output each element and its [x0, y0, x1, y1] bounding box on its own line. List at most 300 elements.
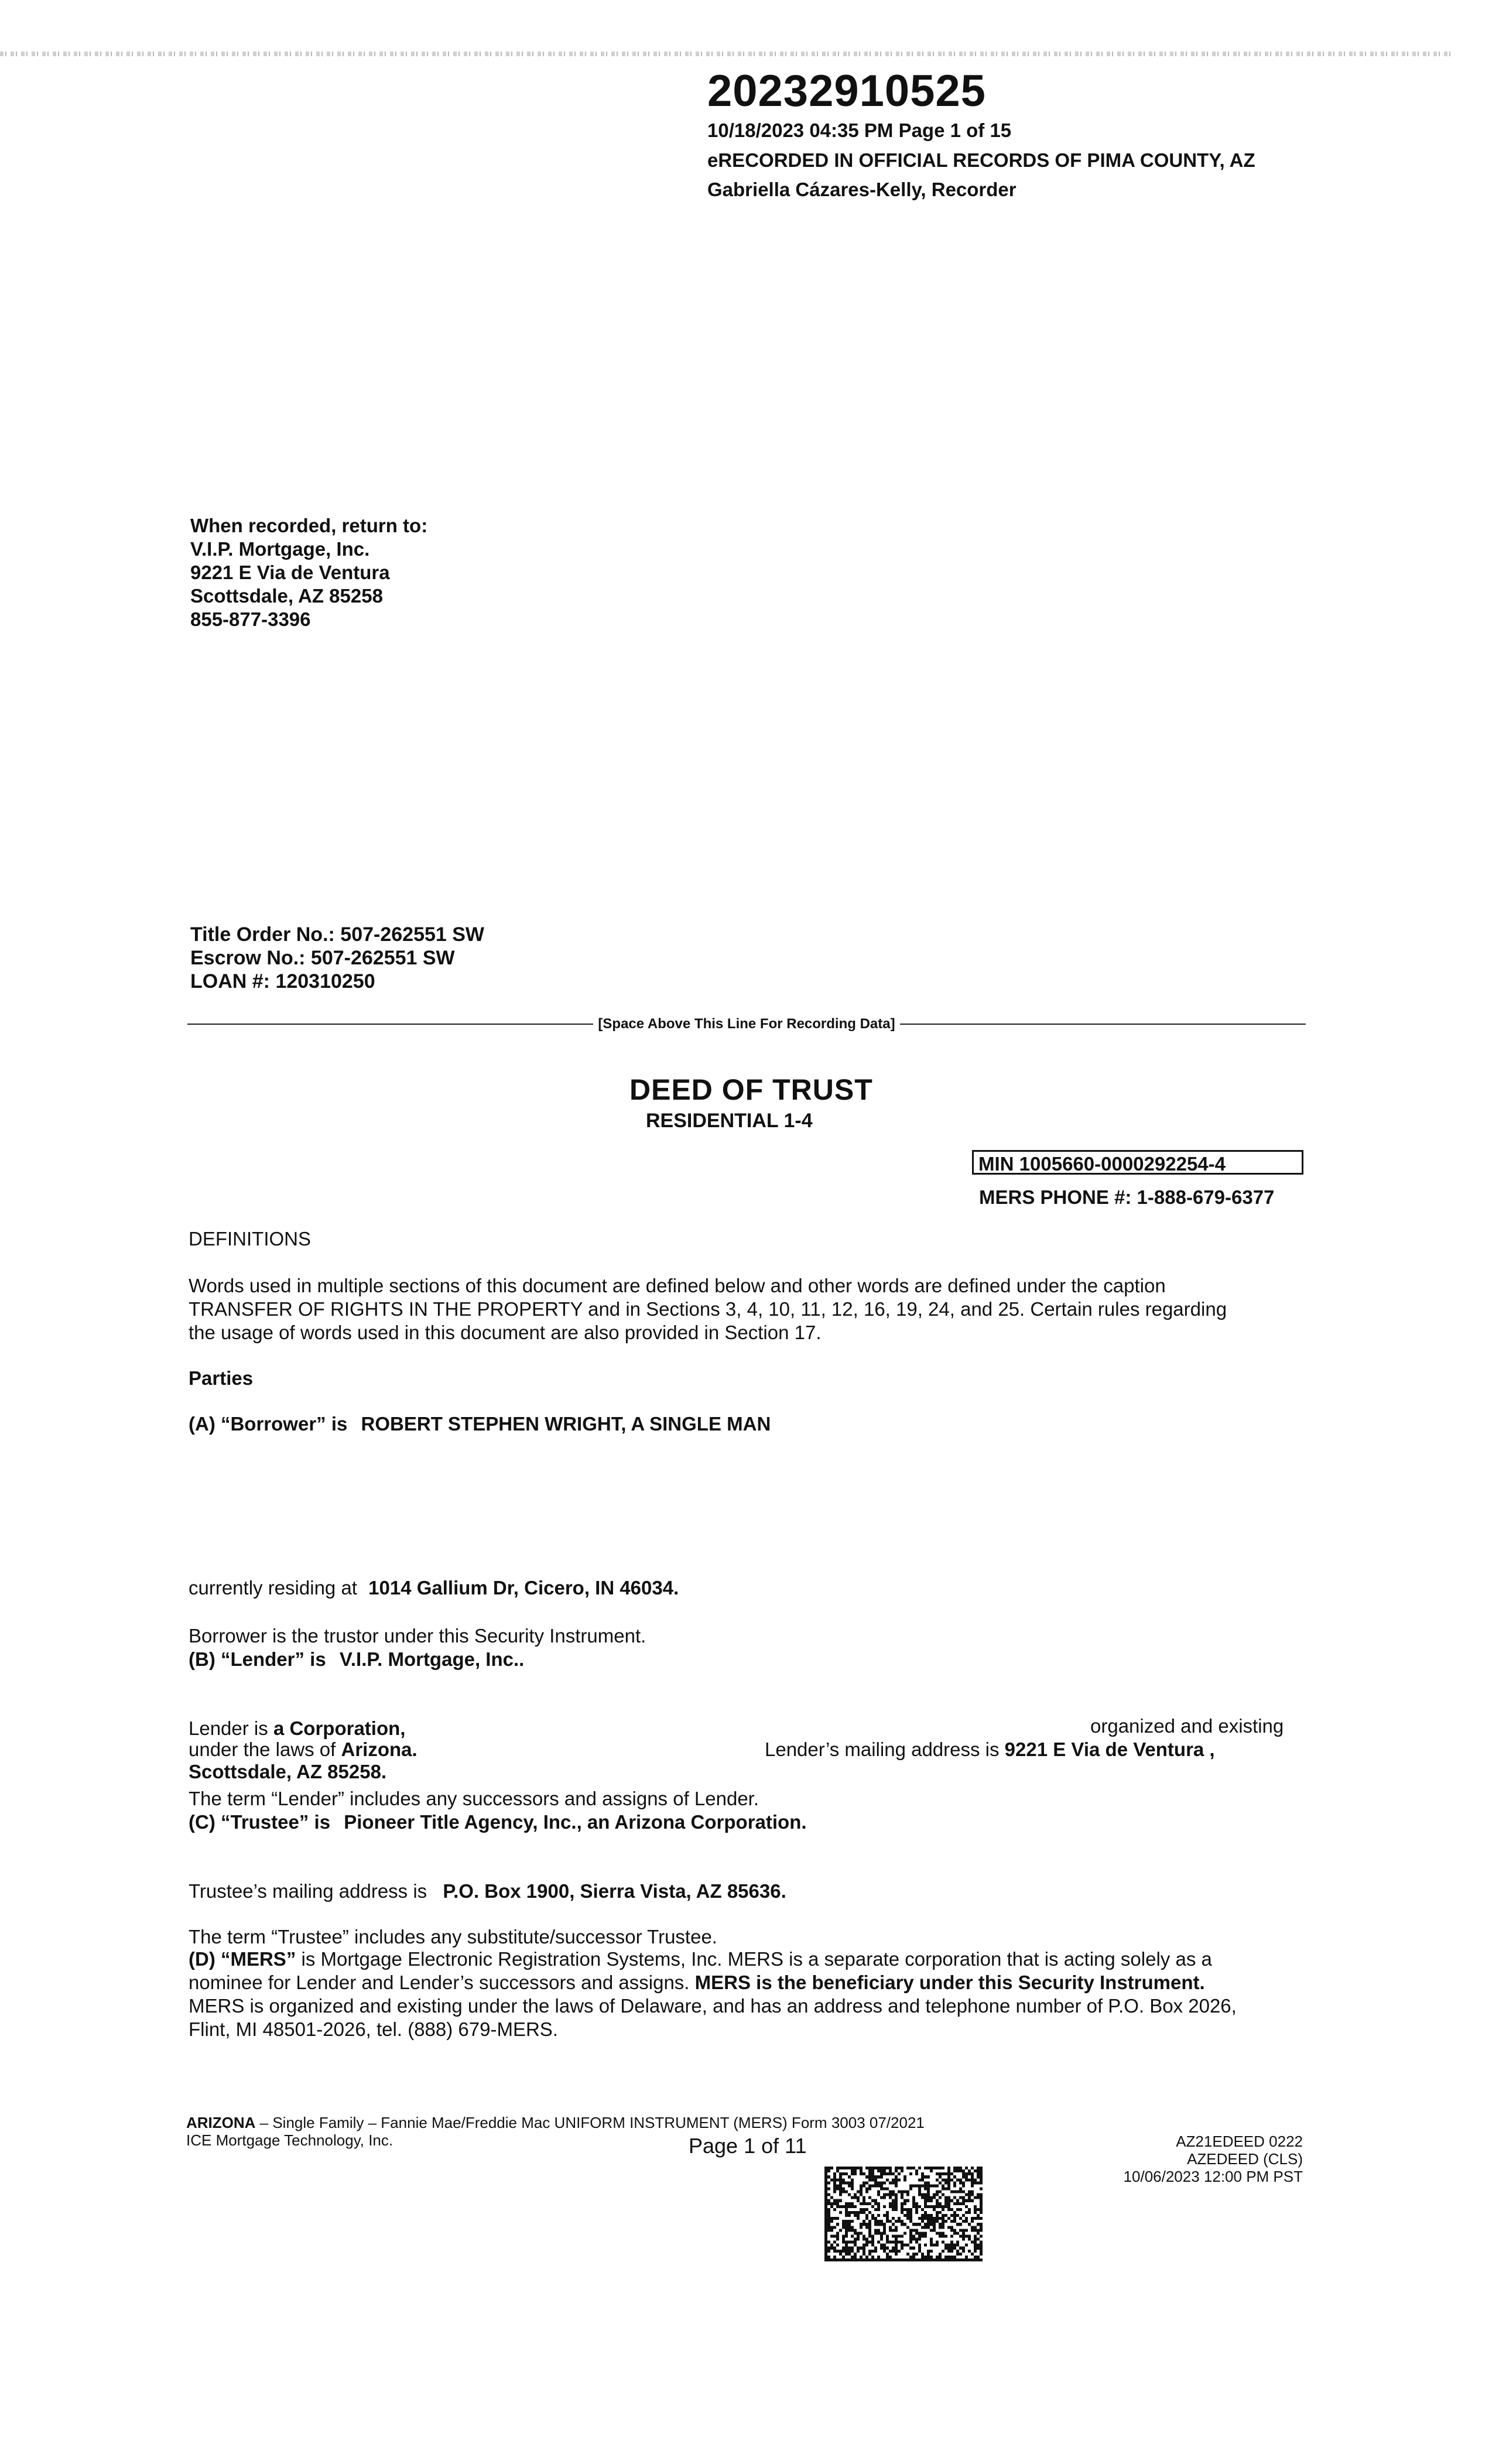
- barcode-module: [883, 2223, 886, 2226]
- barcode-module: [871, 2169, 874, 2172]
- barcode-module: [886, 2211, 889, 2214]
- barcode-module: [892, 2202, 895, 2205]
- barcode-module: [936, 2214, 939, 2217]
- barcode-module: [915, 2238, 918, 2241]
- barcode-module: [868, 2187, 871, 2190]
- barcode-module: [877, 2229, 880, 2232]
- barcode-module: [901, 2234, 903, 2237]
- barcode-module: [874, 2220, 877, 2223]
- barcode-module: [833, 2199, 836, 2202]
- barcode-module: [901, 2193, 903, 2196]
- divider-rule-right: [900, 1024, 1306, 1025]
- barcode-module: [863, 2258, 865, 2261]
- barcode-module: [865, 2187, 868, 2190]
- barcode-module: [880, 2238, 883, 2241]
- barcode-module: [921, 2256, 924, 2258]
- barcode-module: [824, 2217, 827, 2220]
- barcode-module: [860, 2223, 863, 2226]
- barcode-module: [936, 2205, 939, 2208]
- barcode-module: [839, 2258, 842, 2261]
- barcode-module: [842, 2226, 845, 2229]
- barcode-module: [927, 2184, 930, 2187]
- barcode-module: [903, 2178, 906, 2181]
- barcode-module: [947, 2169, 950, 2172]
- barcode-module: [895, 2181, 898, 2184]
- barcode-module: [950, 2199, 953, 2202]
- barcode-module: [942, 2234, 944, 2237]
- barcode-module: [830, 2226, 833, 2229]
- barcode-module: [947, 2208, 950, 2211]
- residing-line: [189, 1576, 679, 1600]
- barcode-module: [895, 2196, 898, 2199]
- barcode-module: [947, 2205, 950, 2208]
- barcode-module: [924, 2181, 927, 2184]
- barcode-module: [930, 2199, 933, 2202]
- barcode-module: [851, 2250, 854, 2253]
- barcode-module: [933, 2226, 936, 2229]
- barcode-module: [889, 2250, 892, 2253]
- barcode-module: [924, 2196, 927, 2199]
- barcode-module: [965, 2175, 968, 2178]
- barcode-module: [895, 2208, 898, 2211]
- barcode-module: [909, 2184, 912, 2187]
- barcode-module: [942, 2178, 944, 2181]
- barcode-module: [977, 2193, 980, 2196]
- barcode-module: [880, 2247, 883, 2250]
- space-above-label: [Space Above This Line For Recording Data]: [598, 1016, 895, 1032]
- barcode-module: [839, 2191, 842, 2193]
- vendor-name: ICE Mortgage Technology, Inc.: [186, 2131, 393, 2149]
- barcode-module: [971, 2191, 974, 2193]
- barcode-module: [851, 2220, 854, 2223]
- barcode-module: [833, 2178, 836, 2181]
- barcode-module: [944, 2178, 947, 2181]
- barcode-module: [863, 2196, 865, 2199]
- barcode-module: [883, 2172, 886, 2175]
- barcode-module: [824, 2172, 827, 2175]
- barcode-module: [924, 2175, 927, 2178]
- barcode-module: [860, 2211, 863, 2214]
- barcode-module: [827, 2241, 830, 2244]
- barcode-module: [830, 2178, 833, 2181]
- barcode-module: [883, 2244, 886, 2247]
- barcode-module: [863, 2184, 865, 2187]
- barcode-module: [851, 2187, 854, 2190]
- barcode-module: [959, 2223, 962, 2226]
- barcode-module: [845, 2229, 848, 2232]
- barcode-module: [962, 2175, 965, 2178]
- barcode-module: [980, 2205, 983, 2208]
- barcode-module: [977, 2167, 980, 2169]
- barcode-module: [901, 2247, 903, 2250]
- barcode-module: [912, 2199, 915, 2202]
- barcode-module: [839, 2250, 842, 2253]
- barcode-module: [865, 2181, 868, 2184]
- barcode-module: [918, 2258, 921, 2261]
- lender-is-label: Lender is: [189, 1717, 268, 1739]
- form-state: ARIZONA: [186, 2114, 256, 2131]
- barcode-module: [880, 2220, 883, 2223]
- barcode-module: [950, 2191, 953, 2193]
- barcode-module: [874, 2175, 877, 2178]
- barcode-module: [886, 2258, 889, 2261]
- barcode-module: [971, 2175, 974, 2178]
- barcode-module: [877, 2181, 880, 2184]
- barcode-module: [915, 2184, 918, 2187]
- barcode-module: [892, 2205, 895, 2208]
- barcode-module: [947, 2175, 950, 2178]
- barcode-module: [842, 2178, 845, 2181]
- barcode-module: [824, 2193, 827, 2196]
- trustee-term: The term “Trustee” includes any substitute/successor Trustee.: [189, 1926, 717, 1948]
- barcode-module: [889, 2181, 892, 2184]
- barcode-module: [947, 2187, 950, 2190]
- barcode-module: [845, 2232, 848, 2234]
- barcode-module: [857, 2234, 860, 2237]
- barcode-module: [909, 2229, 912, 2232]
- barcode-module: [895, 2220, 898, 2223]
- barcode-module: [909, 2241, 912, 2244]
- barcode-module: [827, 2187, 830, 2190]
- barcode-module: [863, 2234, 865, 2237]
- footer-form-info: [186, 2114, 925, 2149]
- form-code-cls: AZEDEED (CLS): [1187, 2150, 1303, 2168]
- barcode-module: [933, 2184, 936, 2187]
- barcode-module: [848, 2241, 851, 2244]
- barcode-module: [921, 2220, 924, 2223]
- barcode-module: [854, 2167, 857, 2169]
- barcode-module: [860, 2247, 863, 2250]
- barcode-module: [944, 2234, 947, 2237]
- barcode-module: [833, 2258, 836, 2261]
- barcode-module: [877, 2167, 880, 2169]
- barcode-module: [895, 2178, 898, 2181]
- barcode-module: [845, 2220, 848, 2223]
- barcode-module: [950, 2208, 953, 2211]
- barcode-module: [865, 2223, 868, 2226]
- barcode-module: [845, 2241, 848, 2244]
- barcode-module: [971, 2229, 974, 2232]
- barcode-module: [865, 2191, 868, 2193]
- barcode-module: [857, 2250, 860, 2253]
- barcode-module: [965, 2256, 968, 2258]
- barcode-module: [927, 2187, 930, 2190]
- barcode-module: [959, 2196, 962, 2199]
- barcode-module: [848, 2202, 851, 2205]
- barcode-module: [980, 2196, 983, 2199]
- barcode-module: [883, 2258, 886, 2261]
- barcode-module: [833, 2187, 836, 2190]
- barcode-module: [830, 2244, 833, 2247]
- barcode-module: [927, 2250, 930, 2253]
- barcode-module: [933, 2244, 936, 2247]
- barcode-module: [898, 2172, 901, 2175]
- barcode-module: [886, 2256, 889, 2258]
- barcode-module: [824, 2187, 827, 2190]
- barcode-module: [959, 2169, 962, 2172]
- barcode-module: [903, 2191, 906, 2193]
- barcode-module: [880, 2258, 883, 2261]
- barcode-module: [839, 2253, 842, 2256]
- barcode-module: [968, 2196, 971, 2199]
- barcode-module: [845, 2202, 848, 2205]
- barcode-module: [868, 2226, 871, 2229]
- form-line: [186, 2114, 925, 2131]
- barcode-module: [915, 2169, 918, 2172]
- barcode-module: [906, 2217, 909, 2220]
- barcode-module: [933, 2167, 936, 2169]
- barcode-module: [953, 2191, 956, 2193]
- barcode-module: [906, 2167, 909, 2169]
- barcode-module: [939, 2232, 942, 2234]
- barcode-module: [851, 2172, 854, 2175]
- barcode-module: [824, 2253, 827, 2256]
- barcode-module: [824, 2223, 827, 2226]
- barcode-module: [836, 2234, 839, 2237]
- barcode-module: [889, 2241, 892, 2244]
- barcode-module: [980, 2178, 983, 2181]
- barcode-module: [956, 2208, 959, 2211]
- barcode-module: [886, 2253, 889, 2256]
- barcode-module: [927, 2167, 930, 2169]
- barcode-module: [824, 2191, 827, 2193]
- barcode-module: [944, 2181, 947, 2184]
- barcode-module: [980, 2187, 983, 2190]
- barcode-module: [874, 2181, 877, 2184]
- barcode-module: [868, 2167, 871, 2169]
- barcode-module: [903, 2223, 906, 2226]
- barcode-module: [936, 2199, 939, 2202]
- barcode-module: [912, 2205, 915, 2208]
- barcode-module: [895, 2250, 898, 2253]
- barcode-module: [854, 2256, 857, 2258]
- barcode-module: [977, 2196, 980, 2199]
- barcode-module: [827, 2247, 830, 2250]
- barcode-module: [977, 2214, 980, 2217]
- barcode-module: [871, 2234, 874, 2237]
- barcode-module: [901, 2241, 903, 2244]
- barcode-module: [965, 2220, 968, 2223]
- barcode-module: [836, 2199, 839, 2202]
- barcode-module: [827, 2250, 830, 2253]
- barcode-module: [883, 2181, 886, 2184]
- barcode-module: [924, 2232, 927, 2234]
- barcode-module: [977, 2217, 980, 2220]
- barcode-module: [824, 2196, 827, 2199]
- barcode-module: [912, 2184, 915, 2187]
- barcode-module: [980, 2202, 983, 2205]
- barcode-module: [980, 2226, 983, 2229]
- barcode-module: [974, 2226, 977, 2229]
- barcode-module: [871, 2241, 874, 2244]
- barcode-module: [824, 2167, 827, 2169]
- barcode-module: [956, 2258, 959, 2261]
- barcode-module: [842, 2223, 845, 2226]
- barcode-module: [962, 2229, 965, 2232]
- recording-office: eRECORDED IN OFFICIAL RECORDS OF PIMA COUNTY, AZ: [707, 149, 1255, 171]
- barcode-module: [895, 2241, 898, 2244]
- barcode-module: [901, 2205, 903, 2208]
- barcode-module: [842, 2181, 845, 2184]
- barcode-module: [965, 2211, 968, 2214]
- barcode-module: [857, 2232, 860, 2234]
- barcode-module: [936, 2258, 939, 2261]
- barcode-module: [930, 2238, 933, 2241]
- barcode-module: [886, 2214, 889, 2217]
- barcode-module: [848, 2253, 851, 2256]
- barcode-module: [886, 2187, 889, 2190]
- barcode-module: [854, 2205, 857, 2208]
- barcode-module: [833, 2202, 836, 2205]
- barcode-module: [833, 2208, 836, 2211]
- barcode-module: [962, 2258, 965, 2261]
- mers-line-1: [189, 1948, 1307, 1971]
- barcode-module: [950, 2220, 953, 2223]
- barcode-module: [921, 2234, 924, 2237]
- barcode-module: [848, 2250, 851, 2253]
- barcode-module: [909, 2234, 912, 2237]
- barcode-module: [886, 2172, 889, 2175]
- barcode-module: [930, 2184, 933, 2187]
- residing-address: 1014 Gallium Dr, Cicero, IN 46034.: [368, 1577, 679, 1599]
- barcode-module: [930, 2244, 933, 2247]
- barcode-module: [918, 2193, 921, 2196]
- barcode-module: [827, 2199, 830, 2202]
- barcode-module: [974, 2234, 977, 2237]
- barcode-module: [842, 2167, 845, 2169]
- barcode-module: [895, 2175, 898, 2178]
- barcode-module: [965, 2244, 968, 2247]
- barcode-module: [953, 2175, 956, 2178]
- barcode-module: [886, 2217, 889, 2220]
- barcode-module: [939, 2205, 942, 2208]
- barcode-module: [956, 2244, 959, 2247]
- barcode-module: [915, 2223, 918, 2226]
- barcode-module: [863, 2223, 865, 2226]
- barcode-module: [883, 2169, 886, 2172]
- barcode-module: [930, 2250, 933, 2253]
- barcode-module: [895, 2202, 898, 2205]
- barcode-module: [974, 2238, 977, 2241]
- barcode-module: [944, 2202, 947, 2205]
- barcode-module: [924, 2202, 927, 2205]
- barcode-module: [953, 2220, 956, 2223]
- barcode-module: [977, 2247, 980, 2250]
- barcode-module: [921, 2217, 924, 2220]
- mers-label: (D) “MERS”: [189, 1948, 296, 1970]
- barcode-module: [936, 2220, 939, 2223]
- barcode-module: [833, 2234, 836, 2237]
- barcode-module: [871, 2250, 874, 2253]
- barcode-module: [824, 2175, 827, 2178]
- barcode-module: [980, 2258, 983, 2261]
- barcode-module: [865, 2226, 868, 2229]
- barcode-module: [895, 2184, 898, 2187]
- barcode-module: [848, 2220, 851, 2223]
- barcode-module: [874, 2223, 877, 2226]
- barcode-module: [977, 2258, 980, 2261]
- barcode-module: [962, 2181, 965, 2184]
- barcode-module: [824, 2238, 827, 2241]
- barcode-module: [930, 2241, 933, 2244]
- barcode-module: [886, 2167, 889, 2169]
- barcode-module: [956, 2241, 959, 2244]
- barcode-module: [915, 2253, 918, 2256]
- barcode-module: [942, 2258, 944, 2261]
- barcode-module: [953, 2214, 956, 2217]
- mers-text-1: is Mortgage Electronic Registration Systems, Inc. MERS is a separate corporation that is acting solely as a: [296, 1948, 1212, 1970]
- barcode-module: [860, 2169, 863, 2172]
- barcode-module: [950, 2214, 953, 2217]
- barcode-module: [868, 2211, 871, 2214]
- barcode-module: [936, 2191, 939, 2193]
- barcode-module: [968, 2223, 971, 2226]
- barcode-module: [848, 2226, 851, 2229]
- barcode-module: [833, 2184, 836, 2187]
- barcode-module: [942, 2167, 944, 2169]
- barcode-module: [892, 2258, 895, 2261]
- barcode-module: [977, 2238, 980, 2241]
- barcode-module: [959, 2178, 962, 2181]
- barcode-module: [854, 2244, 857, 2247]
- barcode-module: [848, 2205, 851, 2208]
- barcode-module: [874, 2167, 877, 2169]
- barcode-module: [980, 2175, 983, 2178]
- barcode-module: [830, 2202, 833, 2205]
- barcode-module: [839, 2193, 842, 2196]
- barcode-module: [965, 2234, 968, 2237]
- lender-type-line: [189, 1717, 405, 1740]
- barcode-module: [944, 2199, 947, 2202]
- barcode-module: [827, 2223, 830, 2226]
- barcode-module: [842, 2238, 845, 2241]
- barcode-module: [980, 2223, 983, 2226]
- barcode-module: [915, 2208, 918, 2211]
- barcode-module: [865, 2241, 868, 2244]
- barcode-module: [854, 2232, 857, 2234]
- barcode-module: [974, 2244, 977, 2247]
- barcode-module: [871, 2256, 874, 2258]
- barcode-module: [980, 2229, 983, 2232]
- barcode-module: [918, 2250, 921, 2253]
- barcode-module: [915, 2241, 918, 2244]
- barcode-module: [918, 2244, 921, 2247]
- recording-space-divider: [187, 1014, 1306, 1034]
- barcode-module: [903, 2199, 906, 2202]
- barcode-module: [947, 2250, 950, 2253]
- barcode-module: [959, 2217, 962, 2220]
- barcode-module: [936, 2241, 939, 2244]
- barcode-module: [877, 2184, 880, 2187]
- barcode-module: [927, 2226, 930, 2229]
- barcode-module: [974, 2208, 977, 2211]
- barcode-module: [901, 2223, 903, 2226]
- barcode-module: [839, 2211, 842, 2214]
- barcode-module: [860, 2167, 863, 2169]
- barcode-module: [892, 2217, 895, 2220]
- barcode-module: [933, 2220, 936, 2223]
- barcode-module: [827, 2175, 830, 2178]
- barcode-module: [939, 2211, 942, 2214]
- barcode-module: [863, 2250, 865, 2253]
- barcode-module: [936, 2184, 939, 2187]
- barcode-module: [839, 2229, 842, 2232]
- lender-type: a Corporation,: [273, 1717, 406, 1739]
- residing-label: currently residing at: [189, 1577, 357, 1599]
- barcode-module: [950, 2234, 953, 2237]
- barcode-module: [898, 2178, 901, 2181]
- barcode-module: [827, 2181, 830, 2184]
